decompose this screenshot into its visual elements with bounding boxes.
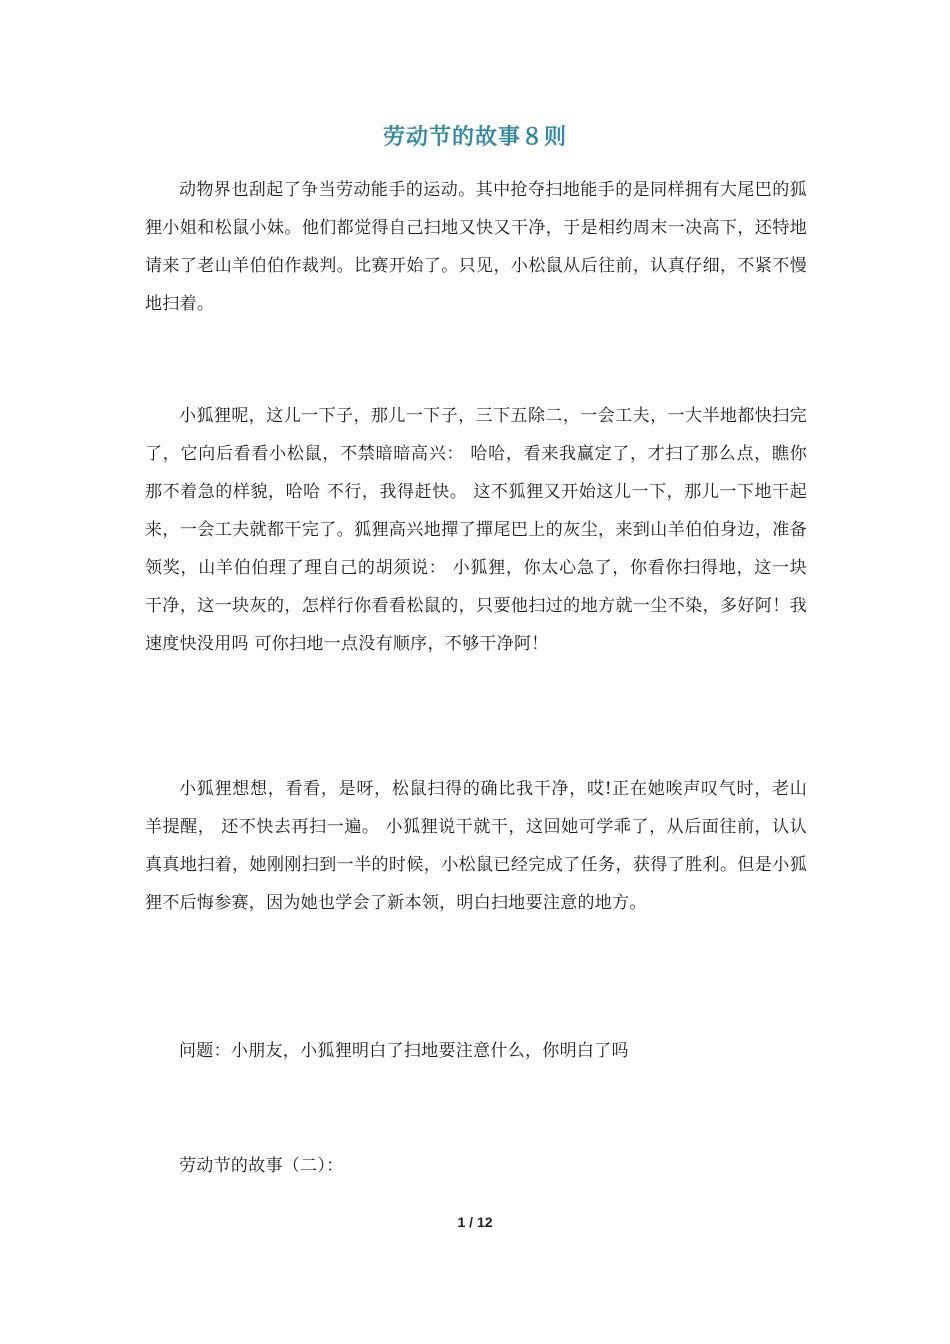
paragraph-3: 小狐狸想想，看看，是呀，松鼠扫得的确比我干净，哎!正在她唉声叹气时，老山羊提醒， 还不快去再扫一遍。 小狐狸说干就干，这回她可学乖了，从后面往前，认认真真地扫着，她刚刚扫到一半的时候，小松鼠已经完成了任务，获得了胜利。但是小狐狸不后悔参赛，因为她也学会了新本领，明白扫地要注意的地方。 bbox=[145, 779, 807, 913]
paragraph-2: 小狐狸呢，这儿一下子，那儿一下子，三下五除二，一会工夫，一大半地都快扫完了，它向后看看小松鼠，不禁暗暗高兴： 哈哈，看来我赢定了，才扫了那么点，瞧你那不着急的样貌，哈哈 不行，我得赶快。 这不狐狸又开始这儿一下，那儿一下地干起来，一会工夫就都干完了。狐狸高兴地撣了撣尾巴上的灰尘，来到山羊伯伯身边，准备领奖，山羊伯伯理了理自己的胡须说： 小狐狸，你太心急了，你看你扫得地，这一块干净，这一块灰的，怎样行你看看松鼠的，只要他扫过的地方就一尘不染，多好阿！我速度快没用吗 可你扫地一点没有顺序，不够干净阿！ bbox=[145, 406, 807, 654]
section-heading-2: 劳动节的故事（二）： bbox=[179, 1156, 344, 1176]
document-title: 劳动节的故事８则 bbox=[382, 124, 567, 150]
question-paragraph: 问题：小朋友，小狐狸明白了扫地要注意什么，你明白了吗 bbox=[179, 1041, 629, 1061]
paragraph-1: 动物界也刮起了争当劳动能手的运动。其中抢夺扫地能手的是同样拥有大尾巴的狐狸小姐和松鼠小妹。他们都觉得自己扫地又快又干净，于是相约周末一决高下，还特地请来了老山羊伯伯作裁判。比赛开始了。只见，小松鼠从后往前，认真仔细，不紧不慢地扫着。 bbox=[145, 180, 807, 314]
page-number: 1 / 12 bbox=[457, 1214, 493, 1230]
